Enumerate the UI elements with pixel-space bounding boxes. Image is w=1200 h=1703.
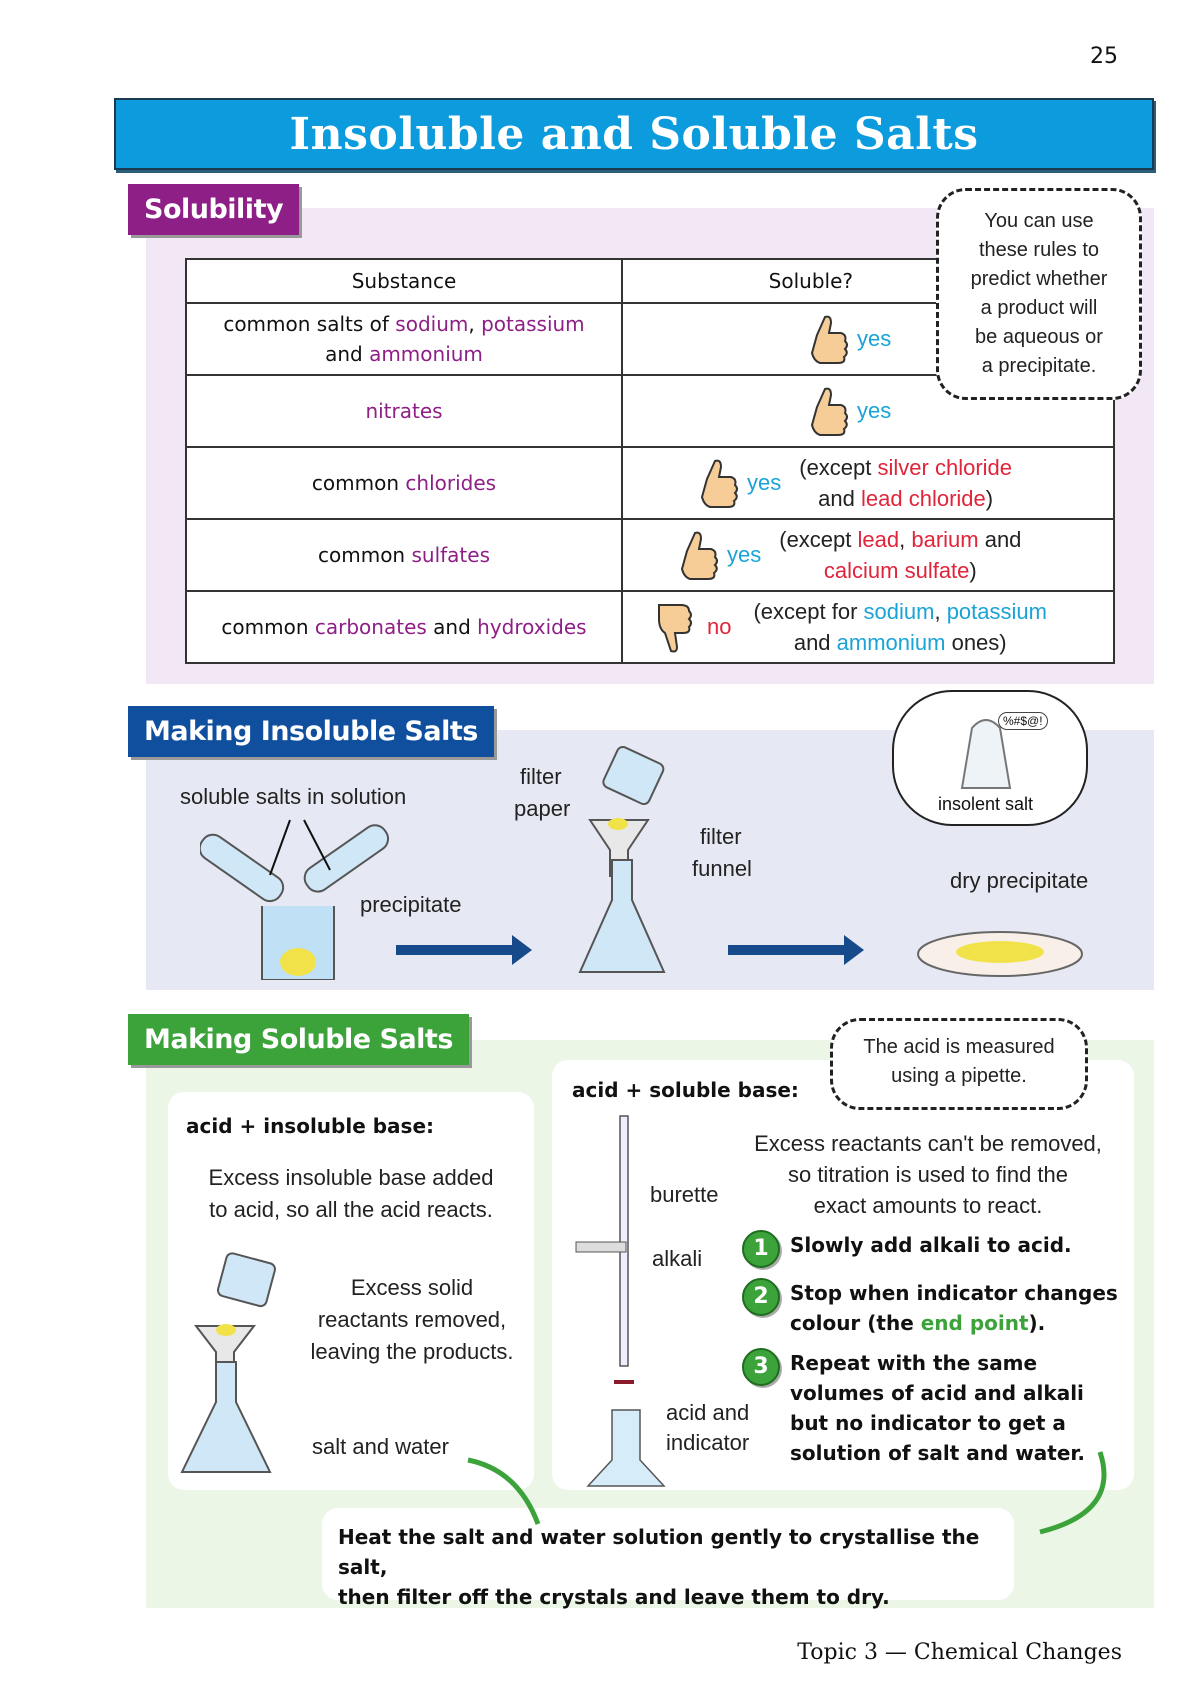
- soluble-cell: [622, 519, 1114, 591]
- arrow-right-icon: [728, 945, 848, 955]
- answer-label: yes: [747, 470, 782, 495]
- step-2: 2 Stop when indicator changes colour (the end point).: [742, 1278, 1122, 1338]
- thought-cloud: [892, 690, 1088, 826]
- thumbs-down-icon: [653, 601, 699, 653]
- thumbs-up-icon: [673, 529, 719, 581]
- table-row: [186, 519, 1114, 591]
- insoluble-base-desc: Excess insoluble base added to acid, so all the acid reacts.: [208, 1165, 494, 1222]
- page-title: Insoluble and Soluble Salts: [289, 108, 979, 160]
- titration-desc: Excess reactants can't be removed, so titration is used to find the exact amounts to react.: [754, 1131, 1102, 1218]
- insoluble-heading: Making Insoluble Salts: [128, 706, 494, 757]
- label-filter-funnel-1: filter: [700, 824, 742, 849]
- substance-cell: nitrates: [186, 375, 622, 447]
- insoluble-base-card: [168, 1092, 534, 1490]
- soluble-cell: [622, 591, 1114, 663]
- label-insolent-salt: insolent salt: [938, 794, 1034, 814]
- table-row: [186, 591, 1114, 663]
- step-1: 1 Slowly add alkali to acid.: [742, 1230, 1122, 1268]
- soluble-heading: Making Soluble Salts: [128, 1014, 469, 1065]
- burette-label: burette: [650, 1182, 719, 1207]
- arrow-right-icon: [396, 945, 516, 955]
- arrow-head-icon: [844, 935, 864, 965]
- exception-text: (except lead, barium and calcium sulfate): [779, 527, 1022, 583]
- speech-bubble: %#$@!: [998, 712, 1048, 730]
- soluble-cell: [622, 447, 1114, 519]
- alkali-label: alkali: [652, 1246, 703, 1271]
- excess-solid-label: Excess solid reactants removed, leaving the products.: [310, 1275, 514, 1364]
- exception-text: (except for sodium, potassium and ammonium ones): [753, 599, 1047, 655]
- answer-label: no: [707, 614, 732, 639]
- answer-label: yes: [857, 326, 892, 351]
- solubility-heading: Solubility: [128, 184, 299, 235]
- exception-text: (except silver chloride and lead chloride): [799, 455, 1013, 511]
- substance-cell: common carbonates and hydroxides: [186, 591, 622, 663]
- answer-label: yes: [857, 398, 892, 423]
- soluble-base-card: [552, 1060, 1134, 1490]
- substance-cell: common chlorides: [186, 447, 622, 519]
- thumbs-up-icon: [693, 457, 739, 509]
- header-substance: Substance: [186, 259, 622, 303]
- green-arrows-icon: [460, 1450, 1120, 1550]
- page-number: 25: [1090, 44, 1118, 69]
- soluble-base-heading: acid + soluble base:: [572, 1078, 799, 1102]
- page-title-bar: [114, 98, 1154, 170]
- label-dry-precipitate: dry precipitate: [950, 868, 1089, 893]
- acid-indicator-label: acid and indicator: [666, 1400, 750, 1455]
- insoluble-base-heading: acid + insoluble base:: [186, 1114, 435, 1138]
- flask-funnel-icon: [570, 740, 690, 980]
- dish-precipitate-icon: [915, 920, 1085, 980]
- crystallise-card: Heat the salt and water solution gently to crystallise the salt, then filter off the crystals and leave them to dry.: [322, 1508, 1014, 1600]
- pipette-note-burst: The acid is measured using a pipette.: [830, 1018, 1088, 1110]
- page-footer: Topic 3 — Chemical Changes: [797, 1640, 1122, 1665]
- arrow-head-icon: [512, 935, 532, 965]
- step-3: 3 Repeat with the same volumes of acid and alkali but no indicator to get a solution of salt and water.: [742, 1348, 1122, 1468]
- thumbs-up-icon: [803, 313, 849, 365]
- solubility-note-burst: You can use these rules to predict whether a product will be aqueous or a precipitate.: [936, 188, 1142, 400]
- label-filter-funnel-2: funnel: [692, 856, 752, 881]
- substance-cell: common salts of sodium, potassium and ammonium: [186, 303, 622, 375]
- label-filter-paper-1: filter: [520, 764, 562, 789]
- label-soluble-salts: soluble salts in solution: [180, 784, 407, 809]
- answer-label: yes: [727, 542, 762, 567]
- burette-flask-icon: [566, 1110, 676, 1490]
- substance-cell: common sulfates: [186, 519, 622, 591]
- header-soluble: Soluble?: [622, 259, 1114, 303]
- end-point-highlight: end point: [920, 1311, 1029, 1335]
- label-filter-paper-2: paper: [514, 796, 571, 821]
- flask-funnel-icon: [178, 1242, 308, 1482]
- titration-steps: [742, 1230, 1122, 1468]
- table-row: [186, 447, 1114, 519]
- label-precipitate: precipitate: [360, 892, 462, 917]
- thumbs-up-icon: [803, 385, 849, 437]
- salt-water-label: salt and water: [312, 1434, 449, 1459]
